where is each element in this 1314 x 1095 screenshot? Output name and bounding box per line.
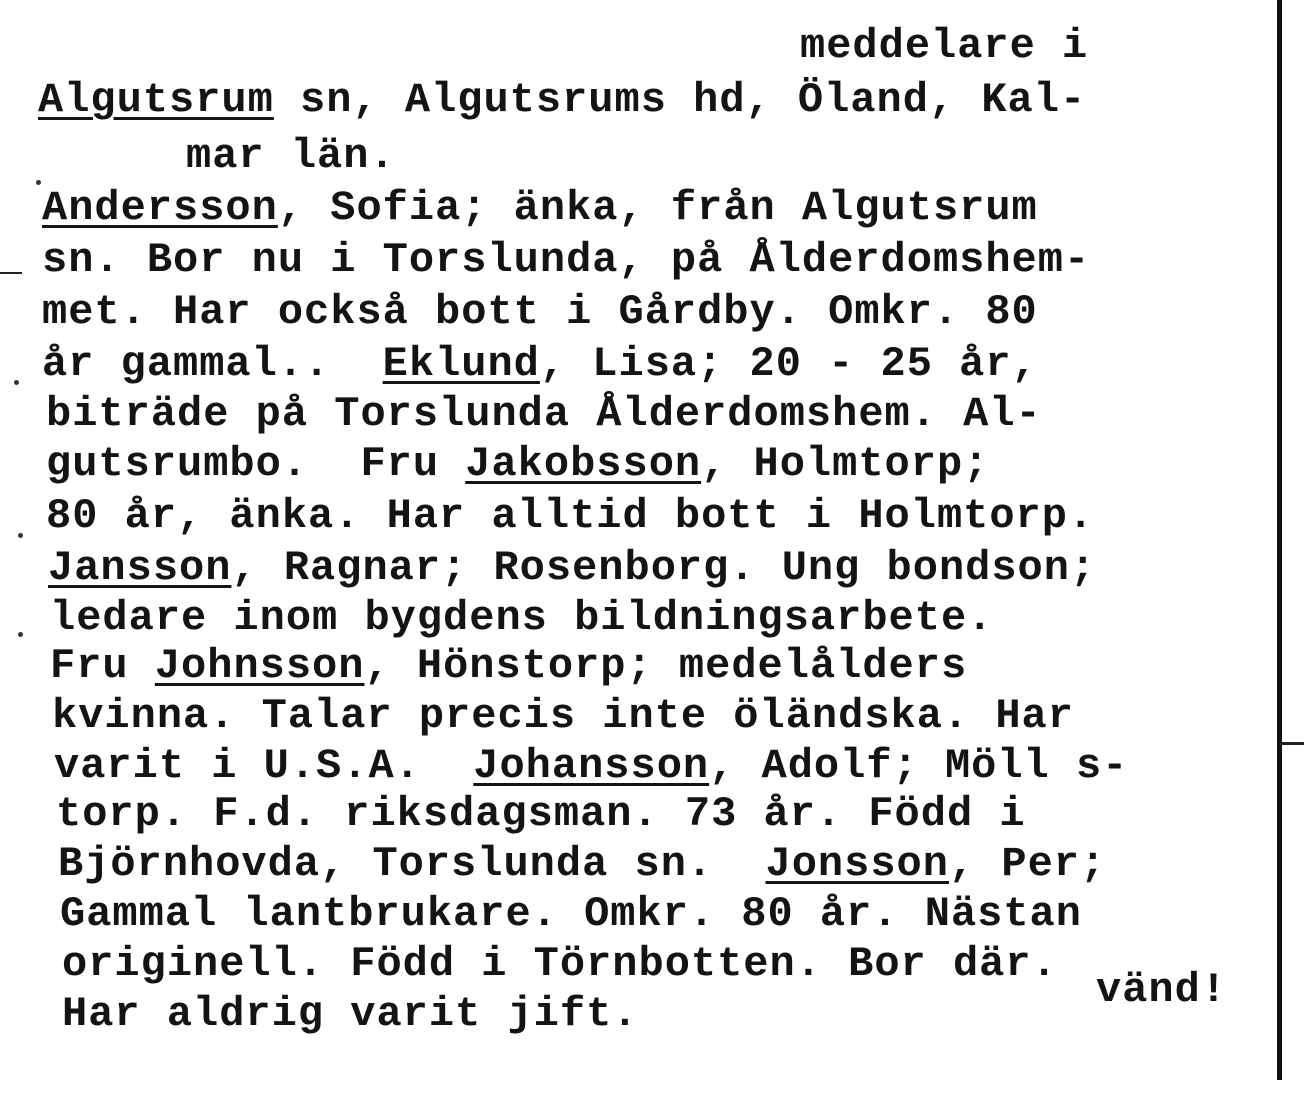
text-line [56,790,1026,838]
text-line [42,184,1038,232]
line-text: Gammal lantbrukare. Omkr. 80 år. Nästan [60,890,1082,938]
line-text: , Hönstorp; medelålders [364,642,968,690]
text-line [42,288,1038,336]
text-line [54,742,1128,790]
line-text: torp. F.d. riksdagsman. 73 år. Född i [56,790,1026,838]
underlined-name: Jakobsson [465,440,702,488]
line-text: originell. Född i Törnbotten. Bor där. [62,940,1058,988]
line-text: ledare inom bygdens bildningsarbete. [50,594,994,642]
text-line [46,440,989,488]
line-text: , Adolf; Möll s- [709,742,1129,790]
turn-over-note: vänd! [1096,966,1228,1014]
card-right-border [1277,0,1282,1080]
line-text: år gammal.. [42,340,383,388]
line-text: kvinna. Talar precis inte öländska. Har [52,692,1074,740]
line-text: sn. Bor nu i Torslunda, på Ålderdomshem- [42,236,1091,284]
margin-mark [0,272,22,274]
line-text: varit i U.S.A. [54,742,474,790]
line-text: biträde på Torslunda Ålderdomshem. Al- [46,390,1042,438]
margin-dot [36,180,41,185]
text-line [46,492,1094,540]
line-text: met. Har också bott i Gårdby. Omkr. 80 [42,288,1038,336]
line-text: , Holmtorp; [701,440,990,488]
underlined-name: Johansson [473,742,710,790]
line-text: Björnhovda, Torslunda sn. [58,840,766,888]
line-text: Har aldrig varit jift. [62,990,639,1038]
text-line [42,340,1038,388]
margin-dot [14,380,19,385]
text-line [60,890,1082,938]
underlined-name: Johnsson [154,642,365,690]
text-line [50,594,993,642]
text-line [62,940,1058,988]
underlined-name: Eklund [382,340,540,388]
margin-mark [1280,742,1304,745]
line-text: , Per; [948,840,1107,888]
text-line [800,22,1088,70]
line-text: Fru [50,642,155,690]
underlined-name: Algutsrum [38,76,274,124]
text-line [186,132,396,180]
text-line [42,236,1090,284]
underlined-name: Jansson [48,544,232,592]
margin-dot [18,632,23,637]
line-text: gutsrumbo. Fru [46,440,466,488]
margin-dot [18,533,23,538]
text-line [52,692,1074,740]
text-line [58,840,1106,888]
line-text: sn, Algutsrums hd, Öland, Kal- [273,76,1087,124]
line-text: , Ragnar; Rosenborg. Ung bondson; [231,544,1097,592]
underlined-name: Andersson [42,184,278,232]
underlined-name: Jonsson [765,840,949,888]
text-line [38,76,1086,124]
text-line [62,990,639,1038]
text-line [46,390,1042,438]
line-text: 80 år, änka. Har alltid bott i Holmtorp. [46,492,1095,540]
text-line [50,642,967,690]
line-text: , Lisa; 20 - 25 år, [539,340,1038,388]
text-line [48,544,1096,592]
line-text: mar län. [186,132,396,180]
line-text: meddelare i [800,22,1089,70]
line-text: , Sofia; änka, från Algutsrum [277,184,1038,232]
